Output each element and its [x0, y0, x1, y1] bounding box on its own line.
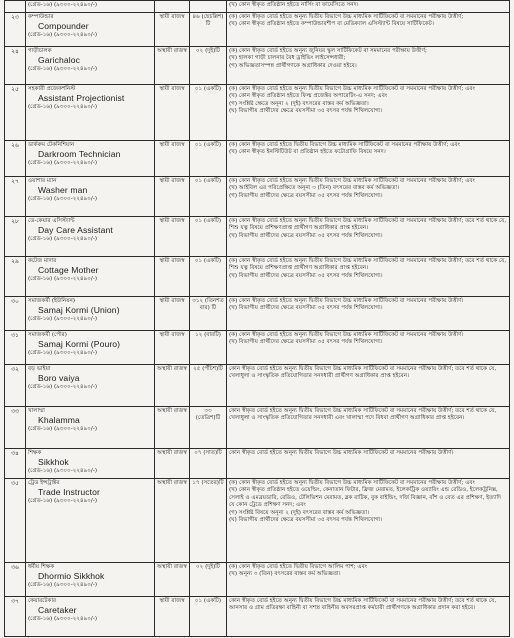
table-row — [5, 297, 510, 331]
qualification-line: (ক) কোন স্বীকৃত বোর্ড হইতে অনূন্য দ্বিতীয় বিভাগে উচ্চ মাধ্যমিক সার্টিফিকেট বা সমমানের পরীক্ষায় উত্তীর্ণ। — [229, 298, 464, 304]
pay-scale: (গ্রেড-১৬) (৯৩০০-২২৪৯০/-) — [28, 384, 98, 391]
post-count: ৩১২ (তিনশত বার) টি — [190, 297, 227, 331]
serial-number: ২৬ — [5, 141, 26, 177]
qualification-line: (ঘ) বিভাগীয় প্রার্থীদের ক্ষেত্রে বয়সসীমা ৩৫ বৎসর পর্যন্ত শিথিলযোগ্য। — [229, 516, 383, 523]
qualifications-cell — [227, 13, 510, 47]
table-row — [5, 449, 510, 479]
post-name-english: Boro vaiya — [38, 373, 80, 384]
serial-number: ৩২ — [5, 365, 26, 407]
post-count: ০১ (একটি) — [190, 85, 227, 141]
table-body — [5, 1, 510, 637]
post-type: অস্থায়ী রাজস্ব — [155, 47, 190, 85]
pay-scale: (গ্রেড-১৬) (৯৩০০-২২৪৯০/-) — [28, 498, 98, 505]
table-row — [5, 47, 510, 85]
qualifications-cell — [227, 449, 510, 479]
qualification-line: (ক) কোন স্বীকৃত বোর্ড হইতে দ্বিতীয় বিভাগে উচ্চ মাধ্যমিক সার্টিফিকেট বা সমমানের পরীক্ষায় উত্তীর্ণ; এবং — [229, 142, 460, 148]
post-type: অস্থায়ী রাজস্ব — [155, 365, 190, 407]
qualification-line: (ক) কোন স্বীকৃত বোর্ড হইতে অনূন্য দ্বিতীয় বিভাগে উচ্চ মাধ্যমিক সার্টিফিকেট বা সমমানের পরীক্ষায় উত্তীর্ণ; তবে শর্ত থাকে যে, শিশু যত্ন বিষয়ে প্রশিক্ষণপ্রাপ্ত প্রার্থীগণ অগ্রাধিকার প্রাপ্ত হইবেন। — [229, 218, 507, 232]
qualification-line: (খ) কোন স্বীকৃত প্রতিষ্ঠান হইতে ফিল্ম প্রজেক্টর অপারেটিং-এ সনদ; এবং — [229, 93, 388, 100]
post-type: স্থায়ী রাজস্ব — [155, 13, 190, 47]
pay-scale: (গ্রেড-১৬) (৯৩০০-২২৪৯০/-) — [28, 616, 98, 623]
qualification-line: কোন স্বীকৃত বোর্ড হইতে অনূন্য দ্বিতীয় বিভাগে উচ্চ মাধ্যমিক সার্টিফিকেট বা সমমানের পরীক্ষায় উত্তীর্ণ; তবে শর্ত থাকে যে, আনসার ও গ্রাম প্রতিরক্ষা বাহিনী বা সশস্ত্র বাহিনীর অবসরপ্রাপ্ত কর্মচারী প্রার্থীগণকে অগ্রাধিকার প্রদান করা হইবে। — [229, 598, 497, 612]
qualification-line: (ক) কোন স্বীকৃত বোর্ড হইতে অনূন্য দ্বিতীয় বিভাগে উচ্চ মাধ্যমিক সার্টিফিকেট বা সমমানের পরীক্ষায় উত্তীর্ণ; — [229, 14, 464, 20]
serial-number — [5, 1, 26, 13]
qualifications-cell — [227, 597, 510, 637]
table-row — [5, 1, 510, 13]
pay-scale: (গ্রেড-১৬) (৯৩০০-২২৪৯০/-) — [28, 66, 98, 73]
post-name-bangla: কম্পাউন্ডার — [28, 14, 54, 20]
post-count: ০২ (দুই)টি — [190, 47, 227, 85]
serial-number: ২৩ — [5, 13, 26, 47]
pay-scale: (গ্রেড-১৬) (৯৩০০-২২৪৯০/-) — [28, 236, 98, 243]
post-name-bangla: গাড়ীচালক — [28, 48, 52, 54]
post-count: ৪৬ (ছেচল্লিশ) টি — [190, 13, 227, 47]
table-row — [5, 407, 510, 449]
table-row — [5, 257, 510, 297]
post-cell — [26, 257, 155, 297]
serial-number: ২৮ — [5, 217, 26, 257]
table-row — [5, 217, 510, 257]
post-cell — [26, 479, 155, 563]
post-name-bangla: সমাজকর্মী (পৌর) — [28, 332, 67, 338]
post-count: ১৭ (সতের)টি — [190, 479, 227, 563]
qualification-line: (গ) সংশ্লিষ্ট বিষয়ে অনূন্য ২ (দুই) বৎসরের বাস্তব কর্ম অভিজ্ঞতা। — [229, 509, 369, 516]
post-name-english: Samaj Kormi (Pouro) — [38, 339, 121, 350]
post-type — [155, 1, 190, 13]
post-cell — [26, 141, 155, 177]
post-name-english: Dhormio Sikkhok — [38, 571, 105, 582]
pay-scale: (গ্রেড-১৬) (৯৩০০-২২৪৯০/-) — [28, 350, 98, 357]
post-name-english: Assistant Projectionist — [38, 93, 125, 104]
qualifications-cell — [227, 407, 510, 449]
post-count: ০১ (একটি) — [190, 597, 227, 637]
serial-number: ৩৩ — [5, 407, 26, 449]
post-name-bangla: ডার্করুম টেকনিশিয়ান — [28, 142, 75, 148]
qualifications-cell — [227, 85, 510, 141]
post-type: অস্থায়ী রাজস্ব — [155, 449, 190, 479]
serial-number: ২৫ — [5, 85, 26, 141]
post-name-english: Samaj Kormi (Union) — [38, 305, 120, 316]
table-row — [5, 13, 510, 47]
qualifications-cell — [227, 297, 510, 331]
post-count: ০২ (দুই)টি — [190, 563, 227, 597]
qualification-line: কোন স্বীকৃত বোর্ড হইতে অনূন্য দ্বিতীয় বিভাগে উচ্চ মাধ্যমিক সার্টিফিকেট বা সমমানের পরীক্ষায় উত্তীর্ণ; তবে শর্ত থাকে যে, খেলাধুলা ও সাংস্কৃতিক প্রতিযোগিতার সনদধারী এবং খালাম্মা পদে বিধবা প্রার্থীগণ অগ্রাধিকার প্রাপ্ত হইবেন। — [229, 408, 497, 422]
pay-scale: (গ্রেড-১৬) (৯৩০০-২২৪৯০/-) — [28, 196, 98, 203]
post-count: ০১ (একটি) — [190, 257, 227, 297]
post-count: ০৭ (সাত)টি — [190, 449, 227, 479]
post-cell — [26, 47, 155, 85]
post-type: অস্থায়ী রাজস্ব — [155, 407, 190, 449]
post-count: ৩৩ (তেত্রিশ)টি — [190, 407, 227, 449]
post-name-bangla: খালাম্মা — [28, 408, 45, 414]
qualification-line: (ক) কোন স্বীকৃত বোর্ড হইতে অনূন্য দ্বিতীয় বিভাগে উচ্চ মাধ্যমিক সার্টিফিকেট বা সমমানের পরীক্ষায় উত্তীর্ণ; তবে শর্ত থাকে যে, শিশু যত্ন বিষয়ে প্রশিক্ষণপ্রাপ্ত প্রার্থীগণ অগ্রাধিকার প্রাপ্ত হইবেন। — [229, 258, 507, 272]
serial-number: ৩৬ — [5, 563, 26, 597]
post-name-english: Khalamma — [38, 415, 80, 426]
qualification-line: (গ) অভিজ্ঞতাসম্পন্ন প্রার্থীগণকে অগ্রাধিকার দেওয়া হইবে। — [229, 62, 357, 69]
qualification-line: (ক) কোন স্বীকৃত বোর্ড হইতে অনূন্য দ্বিতীয় বিভাগে উচ্চ মাধ্যমিক সার্টিফিকেট বা সমমানের পরীক্ষায় উত্তীর্ণ; এবং — [229, 480, 475, 486]
post-cell — [26, 365, 155, 407]
post-cell — [26, 407, 155, 449]
qualifications-cell — [227, 257, 510, 297]
table-row — [5, 331, 510, 365]
serial-number: ২৭ — [5, 177, 26, 217]
table-row — [5, 177, 510, 217]
qualification-line: (খ) কোন স্বীকৃত প্রতিষ্ঠান হইতে ওয়েল্ডিং, কেনাতান ফিটার, ফ্রিজ মেরামত, ইলেকট্রিক ওয়্যারিং এন্ড রেডিও, ইলেকট্রনিক্স, সেলাই ও এমব্রয়ডারি, রেডিও, টেলিভিশন মেরামত, ব্লক বাটিক, বুক বাইন্ডিং, দর্জি বিজ্ঞান, বাঁশ ও বেত এর প্রশিক্ষণ, ইত্যাদি যে কোন ট্রেডে প্রশিক্ষণ সনদ; এবং — [229, 487, 502, 509]
qualifications-cell — [227, 365, 510, 407]
post-type: স্থায়ী রাজস্ব — [155, 257, 190, 297]
qualification-line: (খ) অনূন্য ৩ (তিন) বৎসরের বাস্তব কর্ম অভিজ্ঞতা। — [229, 571, 341, 578]
post-type: স্থায়ী রাজস্ব — [155, 141, 190, 177]
post-type: স্থায়ী রাজস্ব — [155, 177, 190, 217]
qualifications-cell — [227, 1, 510, 13]
post-cell — [26, 449, 155, 479]
post-name-english: Trade Instructor — [38, 487, 100, 498]
qualifications-cell — [227, 217, 510, 257]
post-name-english: Darkroom Technician — [38, 149, 121, 160]
pay-scale: (গ্রেড-১৬) (৯৩০০-২২৪৯০/-) — [28, 316, 98, 323]
post-name-bangla: কটেজ মাদার — [28, 258, 57, 264]
pay-scale: (গ্রেড-১৬) (৯৩০০-২২৪৯০/-) — [28, 426, 98, 433]
post-name-english: Washer man — [38, 185, 88, 196]
pay-scale: (গ্রেড-১৬) (৯৩০০-২২৪৯০/-) — [28, 160, 98, 167]
qualification-line: (খ) বিভাগীয় প্রার্থীদের ক্ষেত্রে বয়সসীমা ৩৫ বৎসর পর্যন্ত শিথিলযোগ্য। — [229, 272, 383, 279]
qualification-line: (গ) সংশ্লিষ্ট ক্ষেত্রে অনূন্য ২ (দুই) বৎসরের বাস্তব কর্ম অভিজ্ঞতা। — [229, 100, 369, 107]
pay-scale: (গ্রেড-১৬) (৯৩০০-২২৪৯০/-) — [28, 104, 98, 111]
qualification-line: কোন স্বীকৃত বোর্ড হইতে অনূন্য দ্বিতীয় বিভাগে উচ্চ মাধ্যমিক সার্টিফিকেট বা সমমানের পরীক্ষায় উত্তীর্ণ; তবে শর্ত থাকে যে, খেলাধুলা ও সাংস্কৃতিক প্রতিযোগিতার সনদধারী প্রার্থীগণ অগ্রাধিকার প্রাপ্ত হইবেন। — [229, 366, 497, 380]
table-row — [5, 141, 510, 177]
post-cell — [26, 13, 155, 47]
qualification-line: (খ) আইবিল এর পরিপ্রেক্ষিতে অনূন্য ৩ (তিন) বৎসরের বাস্তব কর্ম অভিজ্ঞতা। — [229, 185, 400, 192]
qualification-line: (খ) বিভাগীয় প্রার্থীদের ক্ষেত্রে বয়সসীমা ৩৫ বৎসর পর্যন্ত শিথিলযোগ্য। — [229, 232, 383, 239]
serial-number: ৩১ — [5, 331, 26, 365]
post-type: অস্থায়ী রাজস্ব — [155, 563, 190, 597]
post-name-english: Caretaker — [38, 605, 77, 616]
qualifications-cell — [227, 141, 510, 177]
post-name-english: Garichaloc — [38, 55, 81, 66]
post-name-bangla: শিক্ষক — [28, 450, 42, 456]
qualifications-cell — [227, 47, 510, 85]
recruitment-table — [4, 0, 510, 637]
post-cell — [26, 1, 155, 13]
post-count: ০১ (একটি) — [190, 217, 227, 257]
post-name-english: Cottage Mother — [38, 265, 99, 276]
qualification-line: (খ) কোন স্বীকৃত ইনস্টিটিউট বা প্রতিষ্ঠান হইতে ফটোগ্রাফি বিষয়ে সনদ। — [229, 149, 386, 156]
post-name-bangla: ট্রেড ইন্সট্রাক্টর — [28, 480, 60, 486]
post-name-english: Compounder — [38, 21, 89, 32]
qualification-line: (খ) বিভাগীয় প্রার্থীদের ক্ষেত্রে বয়সসীমা ৩৫ বৎসর পর্যন্ত শিথিলযোগ্য। — [229, 305, 383, 312]
post-cell — [26, 331, 155, 365]
post-name-bangla: কেয়ারটেকার — [28, 598, 57, 604]
post-type: স্থায়ী রাজস্ব — [155, 597, 190, 637]
qualification-line: (গ) বিভাগীয় প্রার্থীদের ক্ষেত্রে বয়সসীমা ৩৫ বৎসর পর্যন্ত শিথিলযোগ্য। — [229, 192, 383, 199]
serial-number: ৩৭ — [5, 597, 26, 637]
table-row — [5, 365, 510, 407]
pay-scale: (গ্রেড-১৬) (৯৩০০-২২৪৯০/-) — [28, 276, 98, 283]
post-name-bangla: ডে-কেয়ার এসিস্ট্যান্ট — [28, 218, 75, 224]
post-type: অস্থায়ী রাজস্ব — [155, 479, 190, 563]
post-name-english: Sikkhok — [38, 457, 69, 468]
pay-scale: (গ্রেড-১৬) (৯৩০০-২২৪৯০/-) — [28, 32, 98, 39]
qualification-line: (ক) কোন স্বীকৃত বোর্ড হইতে অনূন্য দ্বিতীয় বিভাগে উচ্চ মাধ্যমিক সার্টিফিকেট বা সমমানের পরীক্ষায় উত্তীর্ণ। — [229, 332, 464, 338]
post-name-bangla: ওয়াশার ম্যান — [28, 178, 57, 184]
post-count: ২৫ (পঁচিশ)টি — [190, 365, 227, 407]
post-count: ১২ (বারটি) — [190, 331, 227, 365]
post-cell — [26, 177, 155, 217]
post-name-bangla: সমাজকর্মী (ইউনিয়ন) — [28, 298, 76, 304]
post-name-bangla: ধর্মীয় শিক্ষক — [28, 564, 55, 570]
pay-scale: (গ্রেড-১৬) (৯৩০০-২২৪৯০/-) — [28, 2, 98, 8]
post-type: স্থায়ী রাজস্ব — [155, 217, 190, 257]
serial-number: ৩০ — [5, 297, 26, 331]
qualification-line: (খ) বিভাগীয় প্রার্থীদের ক্ষেত্রে বয়সসীমা ৩৫ বৎসর পর্যন্ত শিথিলযোগ্য। — [229, 339, 383, 346]
qualification-line: (ঘ) বিভাগীয় প্রার্থীদের ক্ষেত্রে বয়সসীমা ৩৫ বৎসর পর্যন্ত শিথিলযোগ্য। — [229, 108, 383, 115]
post-count: ০১ (একটি) — [190, 177, 227, 217]
qualification-line: (খ) কোন স্বীকৃত প্রতিষ্ঠান হইতে কম্পাউন্ডারশীপ বা মেডিক্যাল এসিস্ট্যান্ট বিষয়ে সার্টিফিকেট। — [229, 21, 434, 28]
post-type: স্থায়ী রাজস্ব — [155, 331, 190, 365]
serial-number: ৩৫ — [5, 479, 26, 563]
post-count — [190, 1, 227, 13]
post-type: স্থায়ী রাজস্ব — [155, 85, 190, 141]
table-row — [5, 479, 510, 563]
qualifications-cell — [227, 331, 510, 365]
post-cell — [26, 297, 155, 331]
post-name-bangla: বড় ভাইয়া — [28, 366, 51, 372]
serial-number: ৩৪ — [5, 449, 26, 479]
post-cell — [26, 597, 155, 637]
serial-number: ২৯ — [5, 257, 26, 297]
pay-scale: (গ্রেড-১৬) (৯৩০০-২২৪৯০/-) — [28, 468, 98, 475]
post-count: ০১ (একটি) — [190, 141, 227, 177]
qualification-line: (খ) হালকা গাড়ী চালনার বৈধ ড্রাইভিং লাইসেন্সধারী; — [229, 55, 346, 62]
serial-number: ২৪ — [5, 47, 26, 85]
qualification-line: (ক) কোন স্বীকৃত বোর্ড হইতে অনূন্য দ্বিতীয় বিভাগে উচ্চ মাধ্যমিক সার্টিফিকেট বা সমমানের পরীক্ষায় উত্তীর্ণ; এবং — [229, 86, 475, 92]
qualification-line: (ক) কোন স্বীকৃত বোর্ড হইতে অনূন্য দ্বিতীয় বিভাগে উচ্চ মাধ্যমিক সার্টিফিকেট বা সমমানের পরীক্ষায় উত্তীর্ণ; এবং — [229, 178, 475, 184]
qualifications-cell — [227, 479, 510, 563]
pay-scale: (গ্রেড-১৬) (৯৩০০-২২৪৯০/-) — [28, 582, 98, 589]
post-name-bangla: সহকারী প্রজেকশনিস্ট — [28, 86, 76, 92]
table-row — [5, 85, 510, 141]
table-row — [5, 563, 510, 597]
post-cell — [26, 217, 155, 257]
table-row — [5, 597, 510, 637]
post-cell — [26, 85, 155, 141]
qualifications-cell — [227, 177, 510, 217]
post-cell — [26, 563, 155, 597]
qualification-line: কোন স্বীকৃত বোর্ড হইতে অনূন্য দ্বিতীয় বিভাগে উচ্চ মাধ্যমিক সার্টিফিকেট বা সমমানের পরীক্ষায় উত্তীর্ণ। — [229, 450, 454, 456]
qualifications-cell — [227, 563, 510, 597]
qualification-line: (ক) কোন স্বীকৃত বোর্ড হইতে অনূন্য জুনিয়র স্কুল সার্টিফিকেট বা সমমানের পরীক্ষায় উত্তীর্ণ; — [229, 48, 427, 54]
qualification-line: (ক) কোন স্বীকৃত বোর্ড হইতে দ্বিতীয় বিভাগে আলিম পাশ; এবং — [229, 564, 368, 570]
post-type: স্থায়ী রাজস্ব — [155, 297, 190, 331]
qualification-line: (খ) কোন স্বীকৃত প্রতিষ্ঠান হইতে নার্সিং বা ফার্মেসিতে সনদ। — [229, 2, 359, 8]
post-name-english: Day Care Assistant — [38, 225, 113, 236]
